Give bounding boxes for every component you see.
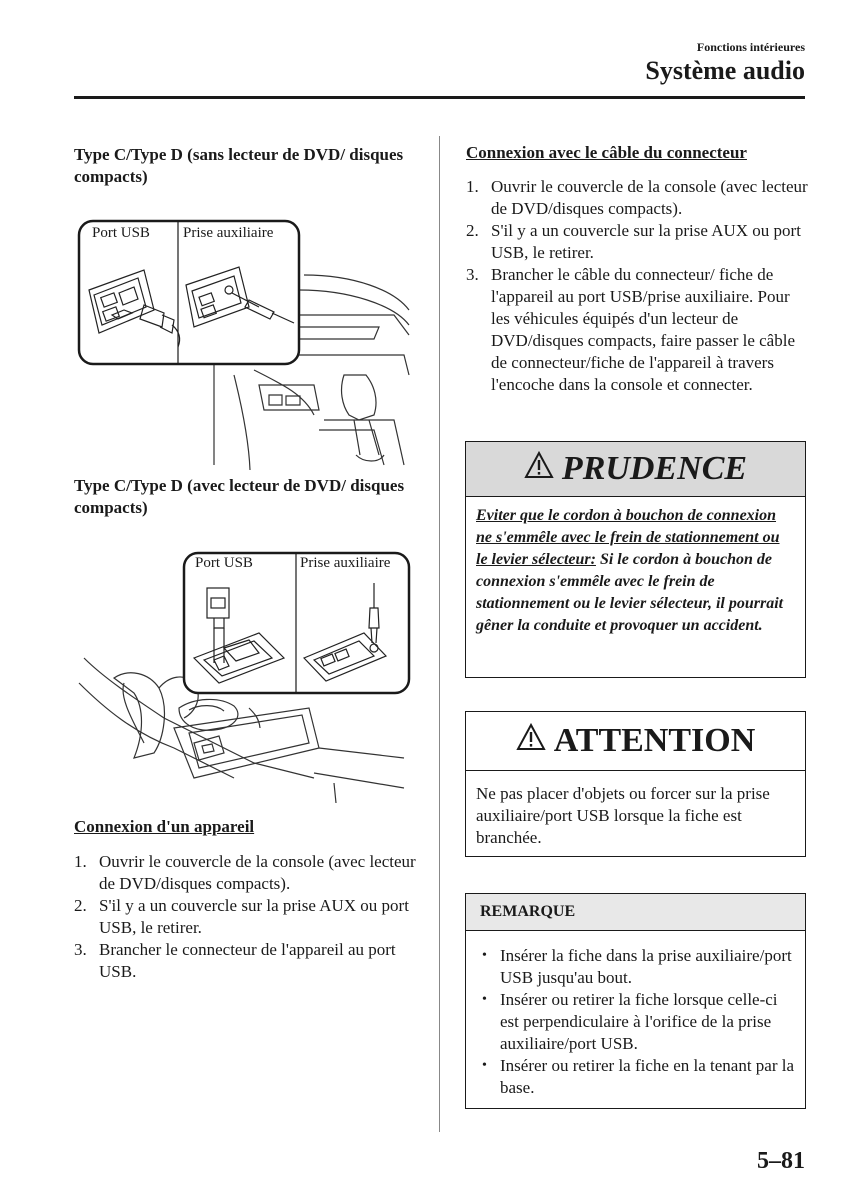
prudence-text [466, 497, 805, 645]
remarque-box [465, 893, 806, 1109]
column-divider [439, 136, 440, 1132]
attention-header [466, 712, 805, 771]
heading-device-connection: Connexion d'un appareil [74, 817, 255, 836]
attention-title: ATTENTION [553, 722, 756, 759]
page-number: 5–81 [757, 1148, 805, 1174]
figure-console-with-dvd [74, 548, 414, 808]
list-item: 1. Ouvrir le couvercle de la console (avec lecteur de DVD/disques compacts). [466, 177, 808, 218]
prudence-title: PRUDENCE [561, 450, 748, 487]
section-title: Fonctions intérieures [696, 40, 805, 54]
device-steps-list [74, 851, 419, 983]
list-item: • Insérer ou retirer la fiche en la tenant par la base. [480, 1055, 795, 1099]
attention-box [465, 711, 806, 857]
header-rule [74, 96, 805, 99]
warning-triangle-icon [524, 450, 554, 488]
remarque-header: REMARQUE [466, 894, 805, 931]
figure1-label-aux: Prise auxiliaire [183, 225, 274, 241]
prudence-box [465, 441, 806, 678]
list-item: 3. Brancher le câble du connecteur/ fiche de l'appareil au port USB/prise auxiliaire. Pour les véhicules équipés d'un lecteur de DVD/disques compacts, faire passer le câble de connecteur/fiche de l'appareil à travers l'encoche dans la console et connecter. [466, 265, 795, 394]
cable-steps-list [466, 176, 811, 396]
console-illustration [74, 215, 414, 475]
list-item: 2. S'il y a un couvercle sur la prise AUX ou port USB, le retirer. [466, 221, 801, 262]
list-item: 2. S'il y a un couvercle sur la prise AUX ou port USB, le retirer. [74, 896, 409, 937]
warning-triangle-icon [516, 722, 546, 760]
page-title: Système audio [645, 56, 805, 85]
list-item: 3. Brancher le connecteur de l'appareil au port USB. [74, 940, 396, 981]
remarque-list [466, 931, 805, 1109]
figure-console-without-dvd [74, 215, 414, 475]
figure1-label-usb: Port USB [92, 225, 150, 241]
prudence-body-text: Si le cordon à bouchon de connexion s'emmêle avec le frein de stationnement ou le levier sélecteur, il pourrait gêner la conduite et provoquer un accident. [476, 551, 784, 634]
figure2-label-aux: Prise auxiliaire [300, 555, 391, 571]
list-item: 1. Ouvrir le couvercle de la console (avec lecteur de DVD/disques compacts). [74, 852, 416, 893]
subheading-type-with-dvd: Type C/Type D (avec lecteur de DVD/ disques compacts) [74, 476, 405, 517]
list-item: • Insérer la fiche dans la prise auxiliaire/port USB jusqu'au bout. [480, 945, 795, 989]
prudence-header [466, 442, 805, 497]
heading-cable-connection: Connexion avec le câble du connecteur [466, 143, 747, 162]
console-illustration [74, 548, 414, 808]
subheading-type-without-dvd: Type C/Type D (sans lecteur de DVD/ disques compacts) [74, 145, 404, 186]
list-item: • Insérer ou retirer la fiche lorsque celle-ci est perpendiculaire à l'orifice de la prise auxiliaire/port USB. [480, 989, 795, 1055]
attention-text: Ne pas placer d'objets ou forcer sur la prise auxiliaire/port USB lorsque la fiche est branchée. [476, 784, 770, 847]
prudence-underlined-text: Eviter que le cordon à bouchon de connexion ne s'emmêle avec le frein de stationnement ou le levier sélecteur: [476, 507, 780, 568]
figure2-label-usb: Port USB [195, 555, 253, 571]
